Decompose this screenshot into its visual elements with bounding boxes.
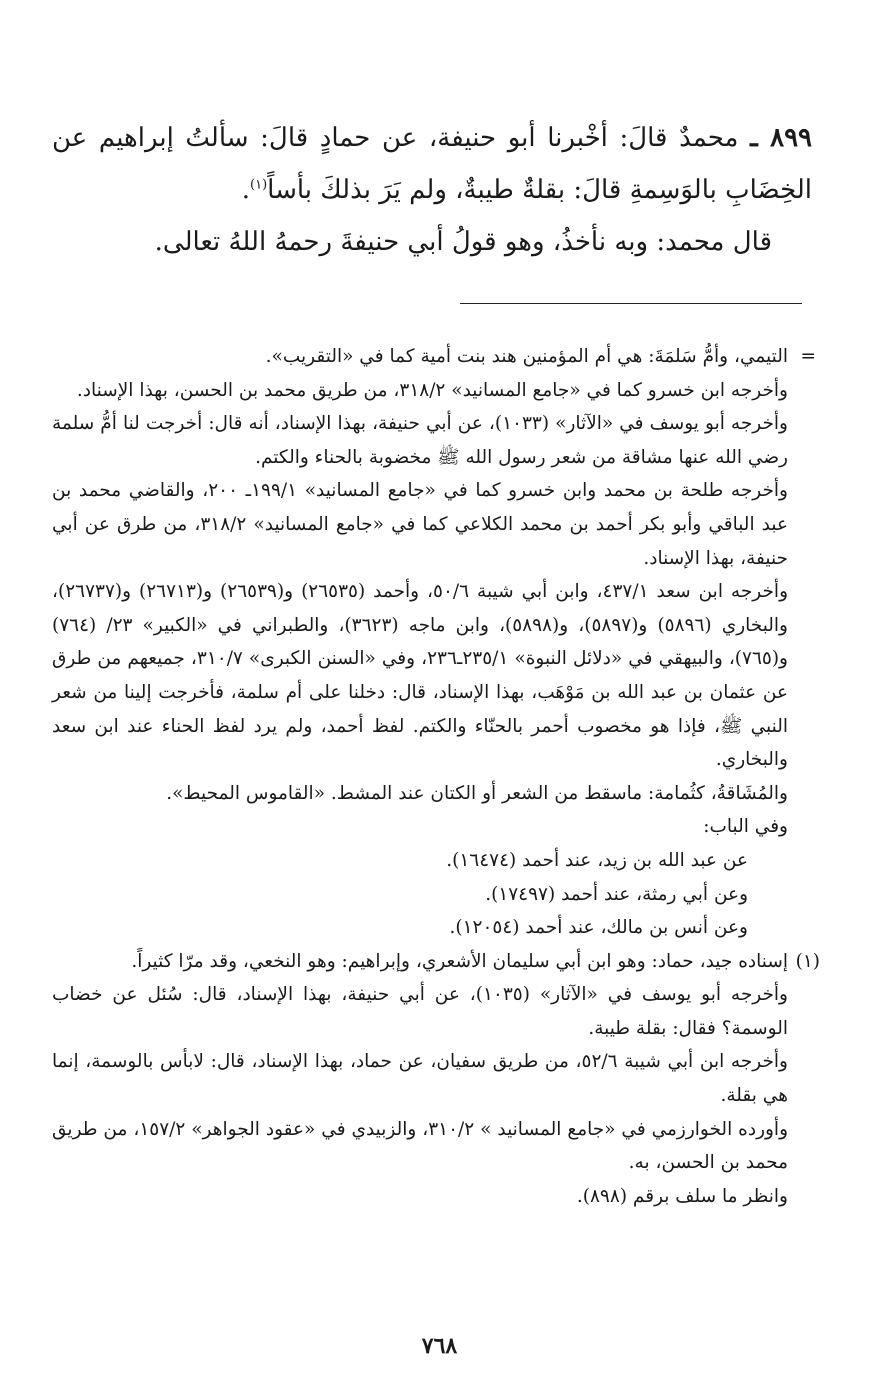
hadith-number: ٨٩٩ ـ bbox=[750, 123, 813, 153]
footnote-line: وأخرجه ابن سعد ٤٣٧/١، وابن أبي شيبة ٥٠/٦، وأحمد (٢٦٥٣٥) و(٢٦٥٣٩) و(٢٦٧١٣) و(٢٦٧٣٧)، والبخاري (٥٨٩٦) و(٥٨٩٧)، و(٥٨٩٨)، وابن ماجه (٣٦٢٣)، والطبراني في «الكبير» ٢٣/ (٧٦٤) و(٧٦٥)، والبيهقي في «دلائل النبوة» ٢٣٥/١ـ٢٣٦، وفي «السنن الكبرى» ٣١٠/٧، جميعهم من طرق عن عثمان بن عبد الله بن مَوْهَب، بهذا الإسناد، قال: دخلنا على أم سلمة، فأخرجت إلينا من شعر النبي ﷺ، فإذا هو مخصوب أحمر بالحنّاء والكتم. لفظ أحمد، ولم يرد لفظ الحناء عند ابن سعد والبخاري. bbox=[52, 581, 789, 771]
footnote-line: وأخرجه طلحة بن محمد وابن خسرو كما في «جامع المسانيد» ١٩٩/١ـ ٢٠٠، والقاضي محمد بن عبد الباقي وأبو بكر أحمد بن محمد الكلاعي كما في «جامع المسانيد» ٣١٨/٢، من طرق عن أبي حنيفة، بهذا الإسناد. bbox=[52, 480, 788, 569]
main-text bbox=[52, 112, 812, 268]
footnote-line: وأورده الخوارزمي في «جامع المسانيد » ٣١٠/٢، والزبيدي في «عقود الجواهر» ١٥٧/٢، من طريق محمد بن الحسن، به. bbox=[52, 1118, 789, 1174]
continuation-marker: = bbox=[800, 346, 816, 367]
footnote-line: وفي الباب: bbox=[703, 816, 788, 838]
page-number: ٧٦٨ bbox=[421, 1333, 458, 1359]
footnote-line: وأخرجه ابن أبي شيبة ٥٢/٦، من طريق سفيان، عن حماد، بهذا الإسناد، قال: لابأس بالوسمة، إنما هي بقلة. bbox=[52, 1051, 788, 1107]
continued-footnote bbox=[52, 340, 816, 945]
footnote-line: وأخرجه ابن خسرو كما في «جامع المسانيد» ٣١٨/٢، من طريق محمد بن الحسن، بهذا الإسناد. bbox=[76, 379, 788, 401]
footnote-line: وأخرجه أبو يوسف في «الآثار» (١٠٣٣)، عن أبي حنيفة، بهذا الإسناد، أنه قال: أخرجت لنا أمُّ سلمة رضي الله عنها مشاقة من شعر رسول الله ﷺ مخضوبة بالحناء والكتم. bbox=[52, 413, 788, 468]
footnote-reference: (١) bbox=[250, 177, 268, 193]
footnote-line: وانظر ما سلف برقم (٨٩٨). bbox=[576, 1185, 788, 1207]
footnote-1 bbox=[52, 945, 820, 1214]
hadith-text-line1: محمدٌ قالَ: أخْبرنا أبو حنيفة، عن حمادٍ قالَ: سألتُ إبراهيم عن bbox=[52, 123, 739, 153]
bab-item: وعن أنس بن مالك، عند أحمد (١٢٠٥٤). bbox=[449, 917, 748, 939]
footnotes-section bbox=[52, 340, 820, 1213]
author-comment: قال محمد: وبه نأخذُ، وهو قولُ أبي حنيفةَ رحمهُ اللهُ تعالى. bbox=[154, 227, 772, 257]
footnote-line: إسناده جيد، حماد: وهو ابن أبي سليمان الأشعري، وإبراهيم: وهو النخعي، وقد مرّا كثيراً. bbox=[131, 950, 788, 972]
footnote-separator bbox=[460, 303, 802, 304]
hadith-paragraph bbox=[52, 112, 812, 216]
footnote-1-marker: (١) bbox=[795, 950, 820, 972]
footnote-line: وأخرجه أبو يوسف في «الآثار» (١٠٣٥)، عن أبي حنيفة، بهذا الإسناد، قال: سُئل عن خضاب الوسمة؟ فقال: بقلة طيبة. bbox=[52, 984, 788, 1039]
footnote-line: التيمي، وأمُّ سَلمَةَ: هي أم المؤمنين هند بنت أمية كما في «التقريب». bbox=[265, 346, 788, 367]
bab-item: وعن أبي رمثة، عند أحمد (١٧٤٩٧). bbox=[485, 883, 748, 905]
bab-item: عن عبد الله بن زيد، عند أحمد (١٦٤٧٤). bbox=[446, 849, 748, 871]
hadith-end-punct: . bbox=[241, 175, 250, 205]
footnote-line: والمُشَاقةُ، كثُمامة: ماسقط من الشعر أو الكتان عند المشط. «القاموس المحيط». bbox=[166, 782, 788, 804]
hadith-text-line2: الخِضَابِ بالوَسِمةِ قالَ: بقلةٌ طيبةٌ، ولم يَرَ بذلكَ بأساً bbox=[267, 175, 812, 205]
